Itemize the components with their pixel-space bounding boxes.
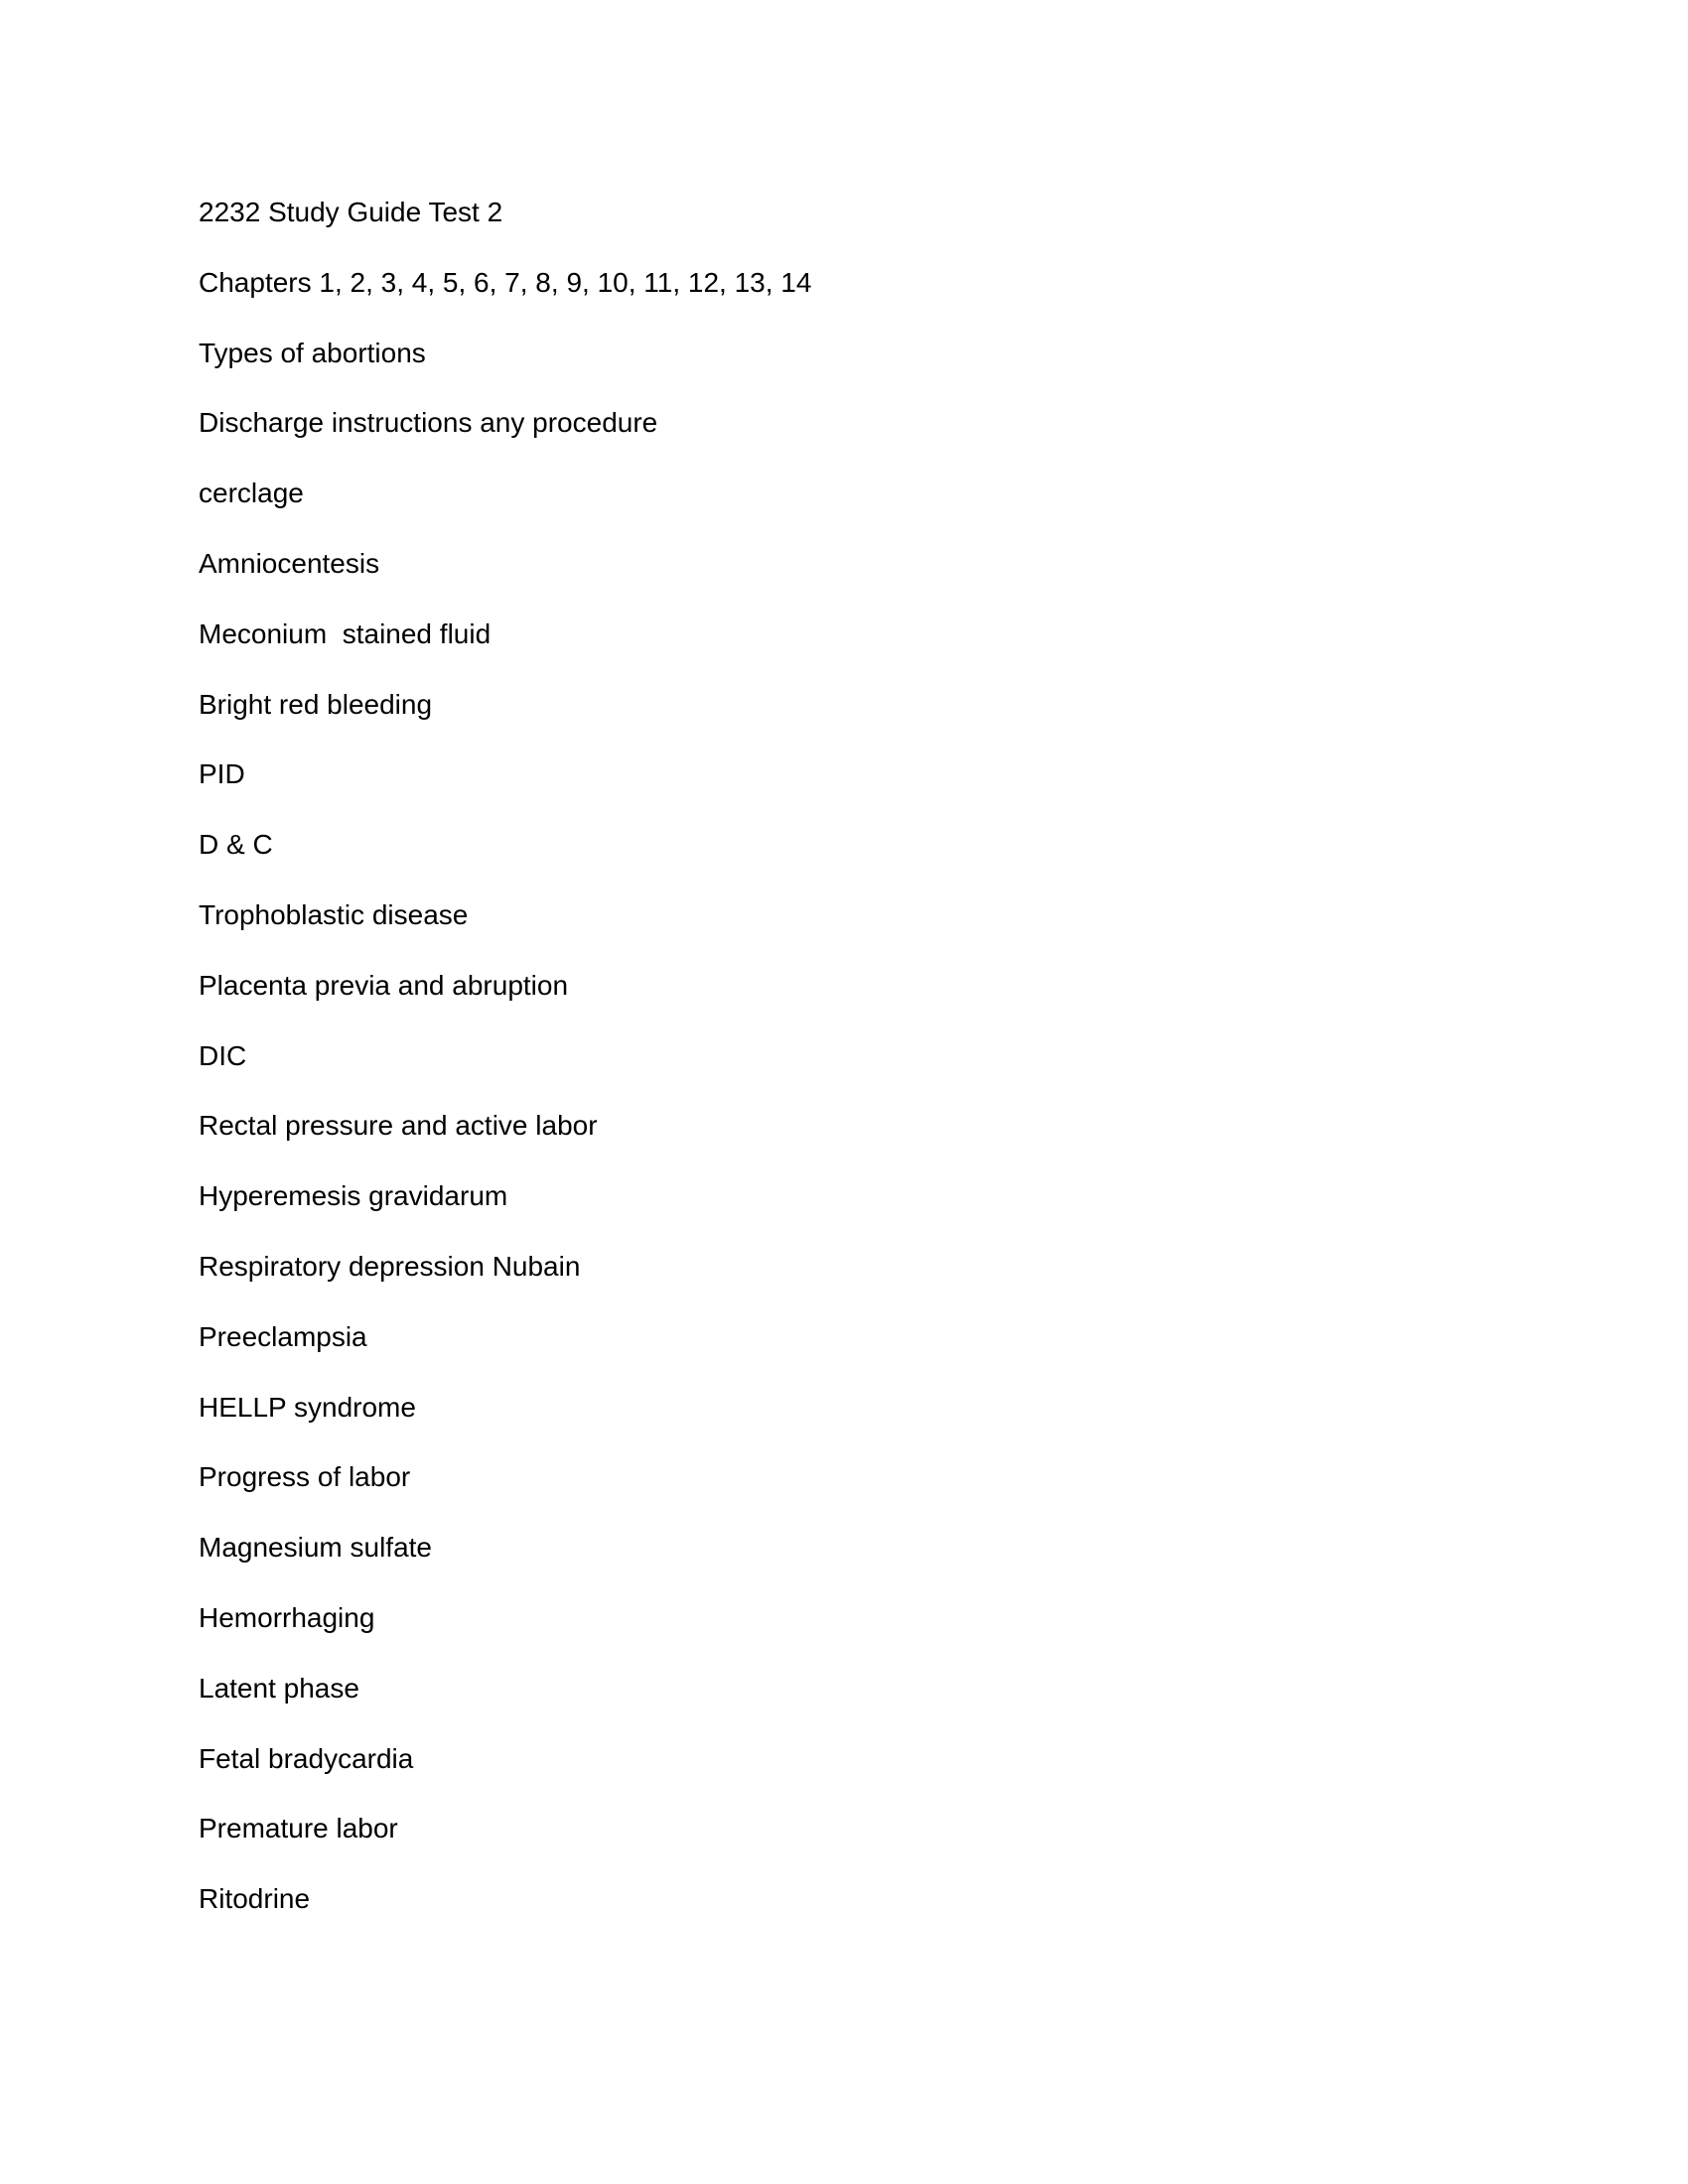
topic-item: Rectal pressure and active labor xyxy=(199,1110,598,1142)
topic-item: Preeclampsia xyxy=(199,1320,367,1352)
topic-item: Bright red bleeding xyxy=(199,688,433,720)
topic-item: Latent phase xyxy=(199,1672,359,1704)
topic-item: Discharge instructions any procedure xyxy=(199,407,658,439)
topic-item: Progress of labor xyxy=(199,1461,411,1493)
topic-item: Fetal bradycardia xyxy=(199,1742,414,1774)
topic-item: DIC xyxy=(199,1039,247,1071)
topic-item: cerclage xyxy=(199,478,304,509)
topic-item: Amniocentesis xyxy=(199,547,380,579)
topic-item: Meconium stained fluid xyxy=(199,617,492,649)
topic-item: Hemorrhaging xyxy=(199,1601,375,1633)
topic-item: Magnesium sulfate xyxy=(199,1532,433,1564)
document-body xyxy=(199,195,1489,1952)
topic-item: Hyperemesis gravidarum xyxy=(199,1180,508,1212)
topic-item: Premature labor xyxy=(199,1813,398,1844)
topic-item: HELLP syndrome xyxy=(199,1391,416,1423)
chapters-line: Chapters 1, 2, 3, 4, 5, 6, 7, 8, 9, 10, 11, 12, 13, 14 xyxy=(199,266,812,298)
topic-item: Ritodrine xyxy=(199,1883,311,1915)
topic-item: Placenta previa and abruption xyxy=(199,969,569,1001)
topic-item: D & C xyxy=(199,829,273,861)
topic-item: PID xyxy=(199,758,245,790)
document-title: 2232 Study Guide Test 2 xyxy=(199,197,503,227)
topic-item: Trophoblastic disease xyxy=(199,898,469,930)
topic-item: Types of abortions xyxy=(199,337,426,368)
topic-item: Respiratory depression Nubain xyxy=(199,1250,581,1282)
